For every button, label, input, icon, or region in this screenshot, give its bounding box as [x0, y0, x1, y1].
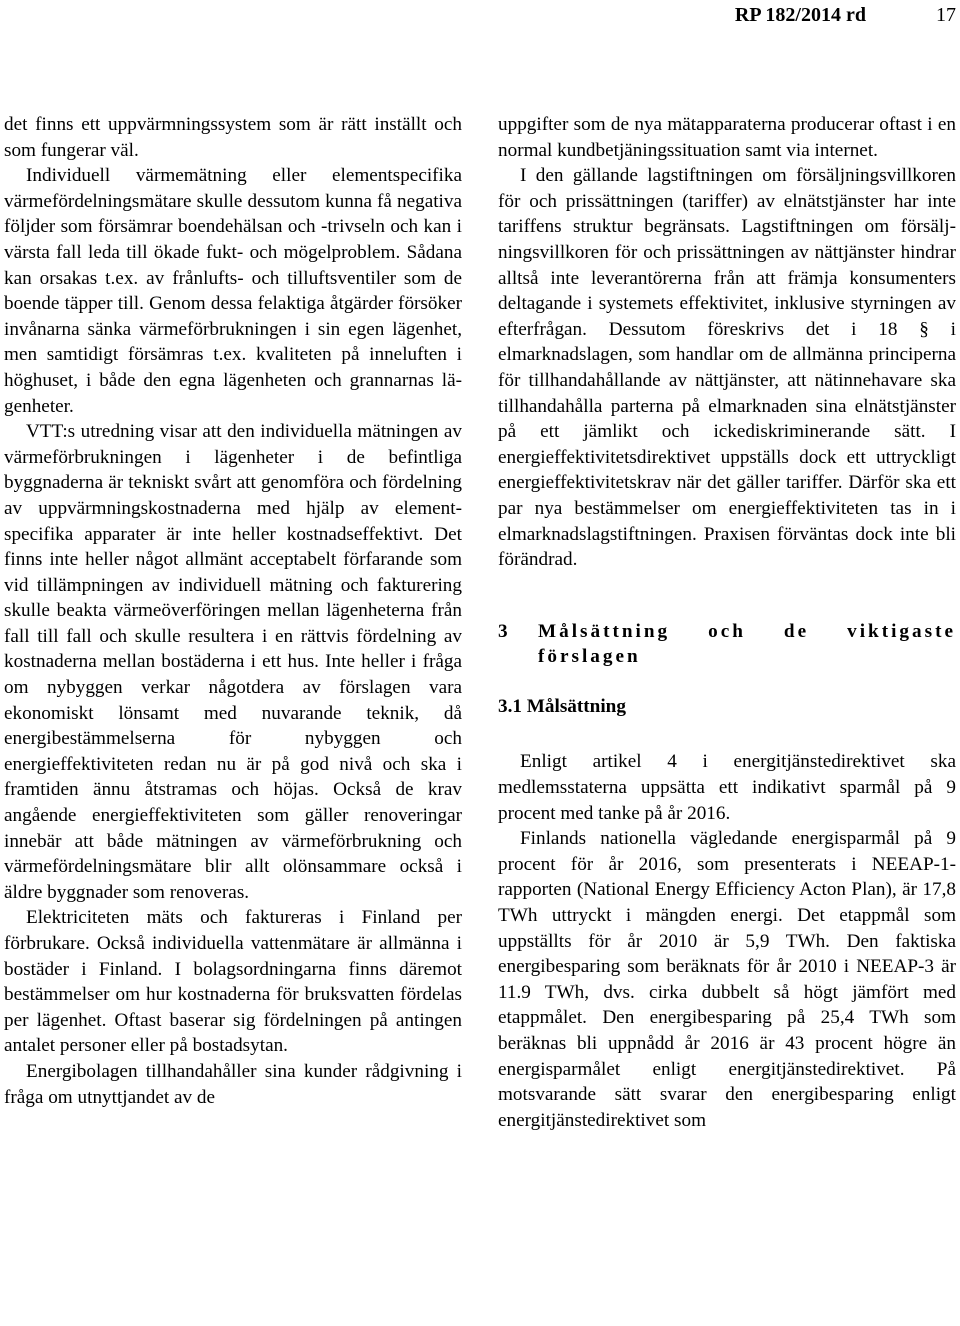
paragraph: uppgifter som de nya mätapparaterna producerar oftast i en normal kundbetjäningssituation samt via internet. [498, 114, 956, 161]
paragraph: Elektriciteten mäts och faktureras i Finland per förbrukare. Också individuella vattenmätare är allmänna i bostäder i Finland. I bolagsordningarna finns däremot bestämmelser om hur kostnaderna för bruksvatten fördelas per lägenhet. Oftast baserar sig fördelningen på antingen antalet personer eller på bostadsytan. [4, 907, 462, 1057]
paragraph: VTT:s utredning visar att den individuella mätningen av värmeförbrukningen i lägenheter i de befintliga byggnaderna är tekniskt svårt att genomföra och fördelning av uppvärmningskostnaderna med hjälp av elementspecifika apparater är inte heller kostnadseffektivt. Det finns inte heller något allmänt acceptabelt förfarande som vid tillämpningen av individuell mätning och fakturering skulle beakta värmeöverföringen mellan lägenheterna från fall till fall och skulle resultera i en rättvis fördelning av kostnaderna mellan bostäderna i ett hus. Inte heller i fråga om nybyggen verkar någotdera av förslagen vara ekonomiskt lönsamt med nuvarande teknik, då energibestämmelserna för nybyggen och energieffektiviteten redan nu är på god nivå och ska i framtiden ännu åtstramas och höjas. Också de krav angående energieffektiviteten som gäller renoveringar innebär att både mätningen av värmeförbrukning och värmefördelningsmätare blir allt olönsammare också i äldre byggnader som renoveras. [4, 421, 462, 903]
page-header [0, 0, 960, 42]
paragraph: Individuell värmemätning eller elementspecifika värmefördelningsmätare skulle dessutom kunna få negativa följder som försämrar boendehälsan och -trivseln och kan i värsta fall leda till ökade fukt- och mögelproblem. Sådana kan orsakas t.ex. av frånlufts- och tilluftsventiler som de boende täpper till. Genom dessa felaktiga åtgärder försöker invånarna sänka värmeförbrukningen i sin egen lägenhet, men samtidigt försämras t.ex. kvaliteten på inneluften i höghuset, i både den egna lägenheten och grannarnas lägenheter. [4, 165, 462, 417]
paragraph: Energibolagen tillhandahåller sina kunder rådgivning i fråga om utnyttjandet av de [4, 1060, 462, 1108]
subsection-heading [498, 694, 956, 720]
subsection-title: Målsättning [526, 695, 626, 717]
section-title: Målsättning och de viktigaste förslagen [538, 620, 956, 668]
left-column [4, 112, 462, 1110]
right-column [498, 112, 956, 1133]
paragraph: I den gällande lagstiftningen om försäljningsvillkoren för och prissättningen (tariffer) av elnätstjänster har inte tariffens struktur begränsats. Lagstiftningen om försäljningsvillkoren för och prissättningen av nättjänster hindrar alltså inte leverantörerna från att främja konsumenters deltagande i systemets effektivitet, inklusive styrningen av efterfrågan. Dessutom föreskrivs det i 18 § i elmarknadslagen, som handlar om de allmänna principerna för tillhandahållande av nättjänster, att nätinnehavare ska tillhandahålla parterna på elmarknaden sina elnätstjänster på ett jämlikt och ickediskriminerande sätt. I energieffektivitetsdirektivet uppställs dock ett uttryckligt energieffektivitetskrav när det gäller tariffer. Därför ska ett par nya bestämmelser om energieffektiviteten tas in i elmarknadslagstiftningen. Praxisen förväntas dock inte bli förändrad. [498, 165, 956, 571]
paragraph: det finns ett uppvärmningssystem som är rätt inställt och som fungerar väl. [4, 114, 462, 161]
paragraph: Finlands nationella vägledande energisparmål på 9 procent för år 2016, som presenterats i NEEAP-1-rapporten (National Energy Efficiency Acton Plan), är 17,8 TWh uttryckt i mängden energi. Det etappmål som uppställts för år 2010 är 5,9 TWh. Den faktiska energibesparing som beräknats för år 2010 i NEEAP-3 är 11.9 TWh, dvs. cirka dubbelt så högt jämfört med etappmålet. Den energibesparing på 25,4 TWh som beräknas bli uppnådd år 2016 är 43 procent högre än energisparmålet enligt energitjänstedirektivet. På motsvarande sätt svarar den energibesparing enligt energitjänstedirektivet som [498, 828, 956, 1131]
paragraph: Enligt artikel 4 i energitjänstedirektivet ska medlemsstaterna uppsätta ett indikativt sparmål på 9 procent med tanke på år 2016. [498, 751, 956, 824]
section-number: 3 [498, 620, 508, 642]
subsection-number: 3.1 [498, 695, 522, 717]
section-heading [498, 619, 956, 670]
page-number: 17 [936, 4, 956, 26]
document-id: RP 182/2014 rd [734, 4, 866, 26]
